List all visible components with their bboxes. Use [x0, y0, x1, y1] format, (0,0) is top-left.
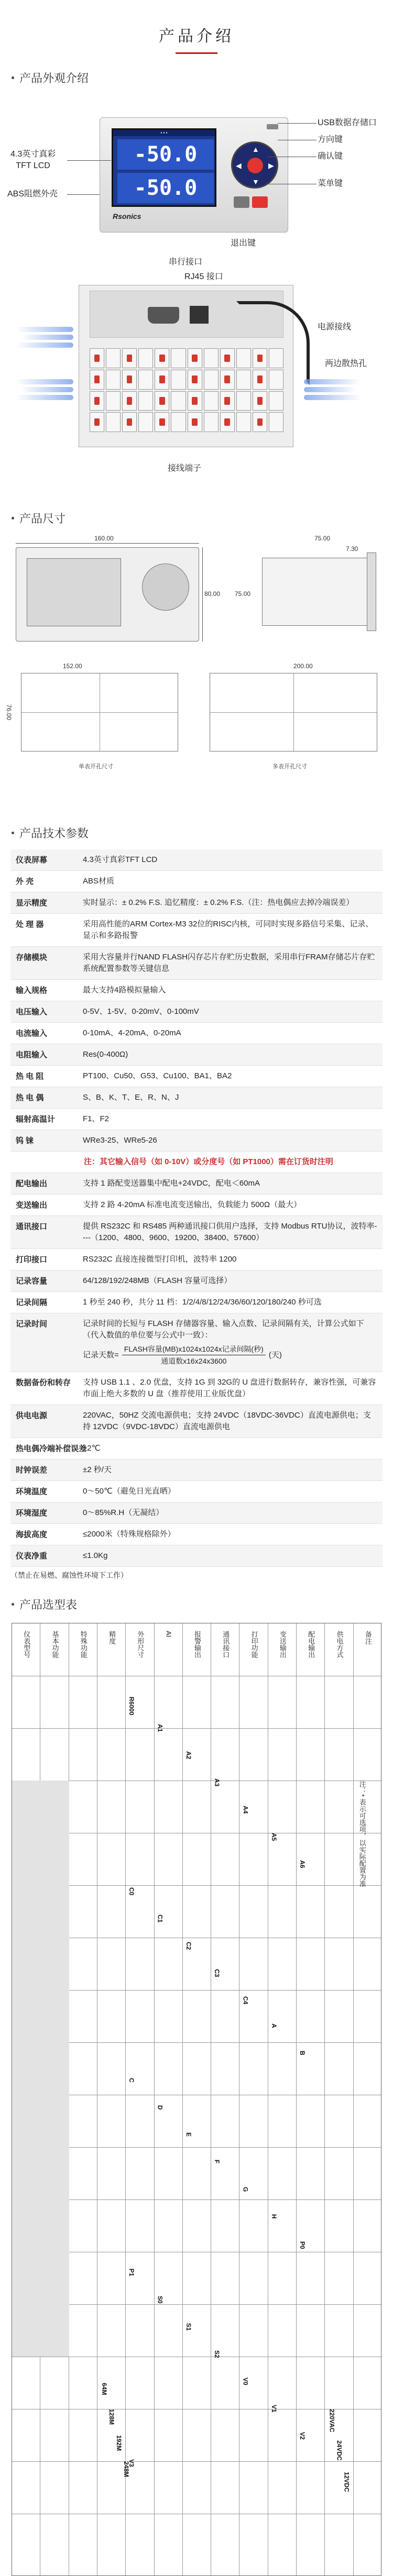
section-heading-dimensions [12, 510, 393, 526]
model-column-header: 仪表型号 [23, 1631, 31, 1658]
model-column-header: 备注 [364, 1631, 372, 1644]
spec-value: 支持 2 路 4-20mA 标准电流变送输出，负载能力 500Ω（最大） [83, 1200, 302, 1209]
spec-value: ABS材质 [83, 877, 115, 886]
title-underline [176, 52, 217, 54]
device-front-panel [100, 117, 288, 233]
spec-row [10, 914, 383, 947]
spec-row [10, 1524, 383, 1545]
usb-port-icon [267, 124, 278, 129]
menu-key[interactable] [252, 196, 268, 208]
model-column [155, 1623, 183, 2575]
terminal-screw [155, 348, 169, 368]
model-option-code: C0 [128, 1887, 136, 1896]
model-option-code: C2 [184, 1942, 192, 1950]
terminal-screw [204, 348, 219, 368]
callout-screen-line2: TFT LCD [16, 161, 50, 170]
model-option-code: G [242, 2187, 249, 2192]
leader-line [67, 160, 111, 161]
spec-key: 热 电 阻 [16, 1072, 44, 1081]
spec-key: 辐射高温计 [16, 1115, 56, 1124]
model-column [183, 1623, 211, 2575]
spec-row [10, 1438, 383, 1460]
airflow-right-icon [299, 379, 362, 400]
model-column [239, 1623, 268, 2575]
terminal-screw [90, 348, 104, 368]
dimension-drawings [0, 532, 393, 825]
callout-terminal: 接线端子 [168, 464, 202, 473]
spec-value: 采用高性能的ARM Cortex-M3 32位的RISC内核，可同时实现多路信号采集、记录、显示和多路报警 [83, 920, 374, 940]
spec-value: 支持 1 路配变送器集中配电+24VDC，配电＜60mA [83, 1179, 260, 1188]
spec-footer: （禁止在易燃、腐蚀性环境下工作） [10, 1571, 128, 1579]
spec-row [10, 1044, 383, 1066]
terminal-screw [171, 370, 185, 390]
spec-row [10, 849, 383, 871]
power-cable-icon [236, 301, 310, 385]
model-capacity-code: 128M [107, 2409, 115, 2425]
spec-key [10, 1152, 79, 1173]
callout-serial: 串行接口 [169, 258, 203, 267]
spec-row [10, 1313, 383, 1372]
terminal-screw [138, 391, 153, 411]
lcd-topbar: ▪ ▪ ▪ [113, 130, 215, 136]
side-view-outline [262, 558, 372, 626]
spec-key: 电压输入 [16, 1008, 48, 1016]
formula-unit: (天) [268, 1350, 282, 1359]
terminal-screw [236, 412, 251, 432]
section-title: 产品外观介绍 [19, 72, 89, 85]
spec-key: 海拔高度 [16, 1530, 48, 1539]
model-option-code: H [270, 2214, 278, 2219]
terminal-screw [188, 412, 202, 432]
terminal-screw [220, 370, 235, 390]
spec-value: 实时显示：± 0.2% F.S. 追忆精度：± 0.2% F.S.（注：热电偶应去掉冷端误差） [83, 898, 354, 907]
spec-value: WRe3-25、WRe5-26 [83, 1136, 157, 1145]
bullet-dot-icon [12, 832, 14, 834]
model-column [325, 1623, 353, 2575]
spec-row [10, 1109, 383, 1130]
spec-row [10, 947, 383, 980]
bullet-dot-icon [12, 1603, 14, 1606]
terminal-screw [188, 348, 202, 368]
spec-value: 64/128/192/248MB（FLASH 容量可选择） [83, 1276, 232, 1285]
model-column-header: 外形尺寸 [136, 1631, 145, 1658]
spec-key: 数据备份和转存 [16, 1378, 71, 1387]
section-title: 产品技术参数 [19, 827, 89, 840]
model-supply-code: 12VDC [343, 2472, 351, 2492]
model-column-header: 精度 [108, 1631, 116, 1644]
spec-row [10, 1023, 383, 1044]
model-column-header: 变送输出 [278, 1631, 287, 1658]
model-row-divider [12, 2461, 381, 2462]
spec-row [10, 980, 383, 1001]
terminal-screw [138, 370, 153, 390]
page-title: 产品介绍 [159, 28, 234, 45]
spec-row [10, 1152, 383, 1173]
model-capacity-code: 64M [100, 2383, 108, 2395]
spec-row [10, 892, 383, 914]
terminal-screw [155, 391, 169, 411]
cutout-single [21, 673, 178, 751]
cutout-single-label: 单表开孔尺寸 [79, 764, 113, 770]
spec-row [10, 1001, 383, 1023]
spec-row [10, 1173, 383, 1195]
model-option-code: A [270, 2024, 278, 2028]
brand-logo: Rsonics [113, 212, 141, 220]
leader-line [278, 123, 316, 124]
spec-key: 打印接口 [16, 1255, 48, 1264]
rj45-port-icon [190, 306, 209, 324]
spec-key: 通讯接口 [16, 1222, 48, 1231]
model-option-code: C [128, 2078, 136, 2083]
model-option-code: V1 [270, 2405, 278, 2413]
model-column-header: 报警输出 [193, 1631, 201, 1658]
spec-row [10, 1087, 383, 1109]
callout-power: 电源接线 [318, 323, 352, 331]
dim-cutout2-width: 200.00 [293, 662, 313, 670]
spec-value: PT100、Cu50、G53、Cu100、BA1、BA2 [83, 1071, 232, 1080]
bullet-dot-icon [12, 76, 14, 79]
model-capacity-code: 192M [115, 2435, 123, 2451]
model-column-header: 通讯接口 [222, 1631, 230, 1658]
terminal-screw [122, 370, 137, 390]
spec-key: 热电偶冷端补偿误差 [16, 1444, 87, 1453]
model-option-code: E [184, 2132, 192, 2137]
terminal-screw [253, 412, 267, 432]
cutout-multi [210, 673, 377, 751]
spec-value: 0-5V、1-5V、0-20mV、0-100mV [83, 1007, 199, 1016]
spec-row [10, 871, 383, 892]
callout-menu: 菜单键 [318, 179, 343, 188]
spec-value: 4.3英寸真彩TFT LCD [83, 855, 158, 864]
spec-row [10, 1481, 383, 1502]
terminal-screw [138, 348, 153, 368]
model-column [211, 1623, 239, 2575]
confirm-key[interactable] [247, 158, 263, 173]
spec-value: 0～85%R.H（无凝结） [83, 1508, 164, 1517]
terminal-screw [171, 348, 185, 368]
spec-value: 采用大容量并行NAND FLASH闪存芯片存贮历史数据，采用串行FRAM存储芯片存贮系统配置参数等关键信息 [83, 953, 375, 973]
spec-value: 提供 RS232C 和 RS485 两种通讯接口供用户选择，支持 Modbus RTU协议，波特率----（1200、4800、9600、19200、38400、57600） [83, 1222, 377, 1242]
spec-key: 输入规格 [16, 986, 48, 995]
callout-screen-line1: 4.3英寸真彩 [10, 150, 56, 159]
callout-direction: 方向键 [318, 135, 343, 144]
terminal-screw [106, 348, 121, 368]
terminal-screw [90, 370, 104, 390]
spec-key: 仪表屏幕 [16, 856, 48, 865]
model-row-divider [12, 1728, 381, 1729]
spec-table [10, 849, 383, 1567]
model-option-code: S2 [213, 2350, 221, 2358]
terminal-screw [155, 412, 169, 432]
model-column [69, 1623, 97, 2575]
model-option-code: A6 [299, 1860, 307, 1869]
record-time-formula [83, 1343, 378, 1367]
spec-value: 最大支持4路模拟量输入 [83, 986, 166, 994]
spec-value: ±2℃ [83, 1444, 101, 1453]
model-option-code: V3 [128, 2459, 136, 2467]
formula-left: 记录天数= [83, 1350, 119, 1359]
model-option-code: C1 [156, 1915, 164, 1923]
terminal-screw [204, 412, 219, 432]
model-option-code: B [299, 2051, 307, 2055]
leader-line [67, 194, 100, 195]
dim-cutout1-height: 76.00 [5, 704, 13, 721]
arrow-down-icon[interactable]: ▼ [252, 178, 259, 186]
spec-key: 电流输入 [16, 1029, 48, 1038]
callout-usb: USB数据存储口 [318, 118, 377, 127]
spec-value: 记录时间的长短与 FLASH 存储器容量、输入点数、记录间隔有关，计算公式如下（代入数值的单位要与公式中一致）： 记录天数= $\frac{\text{FLASH容量(MB)x1024x1024x记录间隔(秒)}}{\text{通道数x16x24x3600}}$ (天) [79, 1313, 383, 1372]
spec-key: 记录间隔 [16, 1298, 48, 1307]
spec-key: 仪表净重 [16, 1552, 48, 1561]
model-column [354, 1623, 381, 2575]
spec-value: 220VAC，50HZ 交流电源供电；支持 24VDC（18VDC-36VDC）直流电源供电；支持 12VDC（9VDC-18VDC）直流电源供电 [83, 1411, 371, 1431]
spec-row [10, 1195, 383, 1216]
spec-key: 环境温度 [16, 1487, 48, 1496]
terminal-screw [106, 391, 121, 411]
formula-denominator: 通道数x16x24x3600 [161, 1357, 227, 1365]
center-line [293, 673, 294, 751]
model-option-code: S0 [156, 2296, 164, 2304]
spec-key: 存储模块 [16, 953, 48, 962]
bullet-dot-icon [12, 517, 14, 519]
cutout-multi-label: 多表开孔尺寸 [272, 764, 307, 770]
terminal-screw [106, 412, 121, 432]
model-supply-code: 220VAC [328, 2409, 336, 2433]
terminal-screw [188, 370, 202, 390]
spec-key: 环境湿度 [16, 1509, 48, 1518]
terminal-screw [220, 391, 235, 411]
device-back-panel [79, 285, 293, 447]
section-heading-appearance [12, 70, 393, 86]
spec-key: 记录容量 [16, 1277, 48, 1286]
spec-value: F1、F2 [83, 1114, 110, 1123]
model-option-code: S1 [184, 2323, 192, 2331]
spec-value: Res(0-400Ω) [83, 1050, 128, 1059]
model-column-header: 供电方式 [335, 1631, 344, 1658]
airflow-left-icon [16, 379, 79, 400]
spec-value: S、B、K、T、E、R、N、J [83, 1093, 179, 1102]
airflow-left-icon [16, 327, 79, 348]
dim-line [16, 543, 199, 544]
model-column [126, 1623, 154, 2575]
callout-back: 退出键 [231, 239, 256, 248]
terminal-screw [236, 391, 251, 411]
terminal-screw [253, 391, 267, 411]
serial-port-icon [148, 307, 179, 324]
spec-row [10, 1502, 383, 1524]
terminal-screw [269, 391, 283, 411]
model-option-code: A4 [242, 1806, 249, 1814]
arrow-up-icon[interactable]: ▲ [252, 145, 259, 153]
terminal-screw [122, 391, 137, 411]
spec-key: 变送输出 [16, 1201, 48, 1210]
spec-row [10, 1066, 383, 1087]
model-option-code: F [213, 2160, 221, 2164]
spec-key: 时钟误差 [16, 1466, 48, 1475]
terminal-screw [269, 412, 283, 432]
arrow-right-icon[interactable]: ▶ [268, 161, 274, 170]
spec-row [10, 1216, 383, 1249]
spec-row [10, 1460, 383, 1481]
spec-row [10, 1130, 383, 1152]
front-view-keypad [142, 563, 189, 611]
terminal-screw [220, 348, 235, 368]
dim-side-flange: 7.30 [346, 545, 358, 552]
model-column-header: 打印功能 [250, 1631, 258, 1658]
model-option-code: P1 [128, 2269, 136, 2276]
model-column-header: 配电输出 [307, 1631, 315, 1658]
model-column-header: AI [165, 1631, 173, 1638]
callout-vent: 两边散热孔 [325, 359, 367, 368]
model-option-code: A1 [156, 1724, 164, 1732]
spec-value: ±2 秒/天 [83, 1465, 112, 1474]
terminal-screw [171, 391, 185, 411]
terminal-screw [138, 412, 153, 432]
dim-front-height: 80.00 [204, 590, 221, 598]
spec-key: 显示精度 [16, 899, 48, 908]
model-column-header: 基本功能 [51, 1631, 59, 1658]
spec-value: 0-10mA、4-20mA、0-20mA [83, 1029, 181, 1037]
spec-value: RS232C 直接连接微型打印机，波特率 1200 [83, 1255, 237, 1264]
spec-value: 支持 USB 1.1 、2.0 优盘，支持 1G 到 32G的 U 盘进行数据转存，兼容性强，可兼容市面上绝大多数的 U 盘（推荐使用工业版优盘） [83, 1378, 376, 1398]
model-option-code: C3 [213, 1969, 221, 1977]
terminal-screw [122, 412, 137, 432]
spec-row [10, 1545, 383, 1567]
section-heading-model [12, 1596, 393, 1612]
model-option-code: V2 [299, 2432, 307, 2440]
model-option-code: V0 [242, 2378, 249, 2385]
spec-row [10, 1405, 383, 1438]
terminal-screw [90, 391, 104, 411]
model-option-code: D [156, 2105, 164, 2110]
formula-fraction [122, 1343, 266, 1367]
model-supply-code: 24VDC [335, 2440, 343, 2461]
spec-key: 供电电源 [16, 1411, 48, 1420]
spec-key: 记录时间 [16, 1320, 48, 1329]
terminal-screw [106, 370, 121, 390]
dim-side-height: 75.00 [235, 590, 251, 598]
model-column [268, 1623, 297, 2575]
section-title: 产品选型表 [19, 1598, 78, 1611]
spec-value: 注：其它输入信号（如 0-10V）或分度号（如 PT1000）需在订货时注明 [84, 1157, 333, 1166]
model-selection-table [12, 1623, 381, 2576]
callout-shell: ABS阻燃外壳 [7, 190, 58, 198]
spec-value: ≤1.0Kg [83, 1551, 108, 1560]
model-option-code: P0 [299, 2241, 307, 2249]
direction-keypad[interactable] [231, 141, 278, 189]
terminal-screw [122, 348, 137, 368]
model-option-code: A3 [213, 1778, 221, 1787]
model-option-code: A5 [270, 1833, 278, 1841]
spec-row [10, 1292, 383, 1313]
model-note: 注：* 表示可选项，以实际配置为准 [358, 1781, 366, 1887]
dim-line [202, 547, 203, 642]
terminal-screw [204, 391, 219, 411]
dim-cutout1-width: 152.00 [63, 662, 82, 670]
section-title: 产品尺寸 [19, 512, 66, 525]
model-option-code: A2 [184, 1751, 192, 1760]
front-view-outline [16, 547, 199, 642]
terminal-screw [220, 412, 235, 432]
terminal-screw [204, 370, 219, 390]
spec-row [10, 1270, 383, 1292]
model-capacity-code: 248M [122, 2461, 130, 2478]
model-column [97, 1623, 126, 2575]
spec-key: 热 电 偶 [16, 1093, 44, 1102]
callout-screen [10, 149, 56, 172]
front-view-screen [27, 558, 121, 626]
spec-row [10, 1372, 383, 1405]
callout-rj45: RJ45 接口 [184, 272, 223, 281]
back-key[interactable] [234, 196, 249, 208]
model-column-header: 特殊功能 [79, 1631, 88, 1658]
model-option-code: R6000 [128, 1697, 136, 1716]
dim-front-width: 160.00 [94, 535, 114, 542]
section-heading-specs [12, 825, 393, 841]
model-shaded-block [12, 1781, 69, 2357]
model-option-code: C4 [242, 1996, 249, 2005]
lcd-value-2: -50.0 [117, 173, 214, 203]
terminal-screw [155, 370, 169, 390]
spec-row [10, 1249, 383, 1270]
terminal-screw [171, 412, 185, 432]
formula-numerator: FLASH容量(MB)x1024x1024x记录间隔(秒) [122, 1343, 266, 1355]
spec-key: 电阻输入 [16, 1051, 48, 1059]
spec-key: 钨 铼 [16, 1136, 34, 1145]
arrow-left-icon[interactable]: ◀ [236, 161, 242, 170]
side-view-bezel [367, 552, 376, 631]
spec-key: 处 理 器 [16, 920, 44, 929]
spec-value: 0～50℃（避免日光直晒） [83, 1487, 176, 1496]
appearance-figure [0, 96, 393, 494]
spec-value: ≤2000米（特殊规格除外） [83, 1530, 176, 1539]
lcd-value-1: -50.0 [117, 139, 214, 170]
dim-side-depth: 75.00 [314, 535, 331, 542]
spec-key: 配电输出 [16, 1179, 48, 1188]
spec-value: 1 秒至 240 秒，共分 11 档：1/2/4/8/12/24/36/60/120/180/240 秒可选 [83, 1298, 322, 1307]
terminal-screw [188, 391, 202, 411]
spec-key: 外 壳 [16, 877, 34, 886]
terminal-screw [90, 412, 104, 432]
lcd-screen [112, 128, 216, 207]
callout-confirm: 确认键 [318, 152, 343, 161]
